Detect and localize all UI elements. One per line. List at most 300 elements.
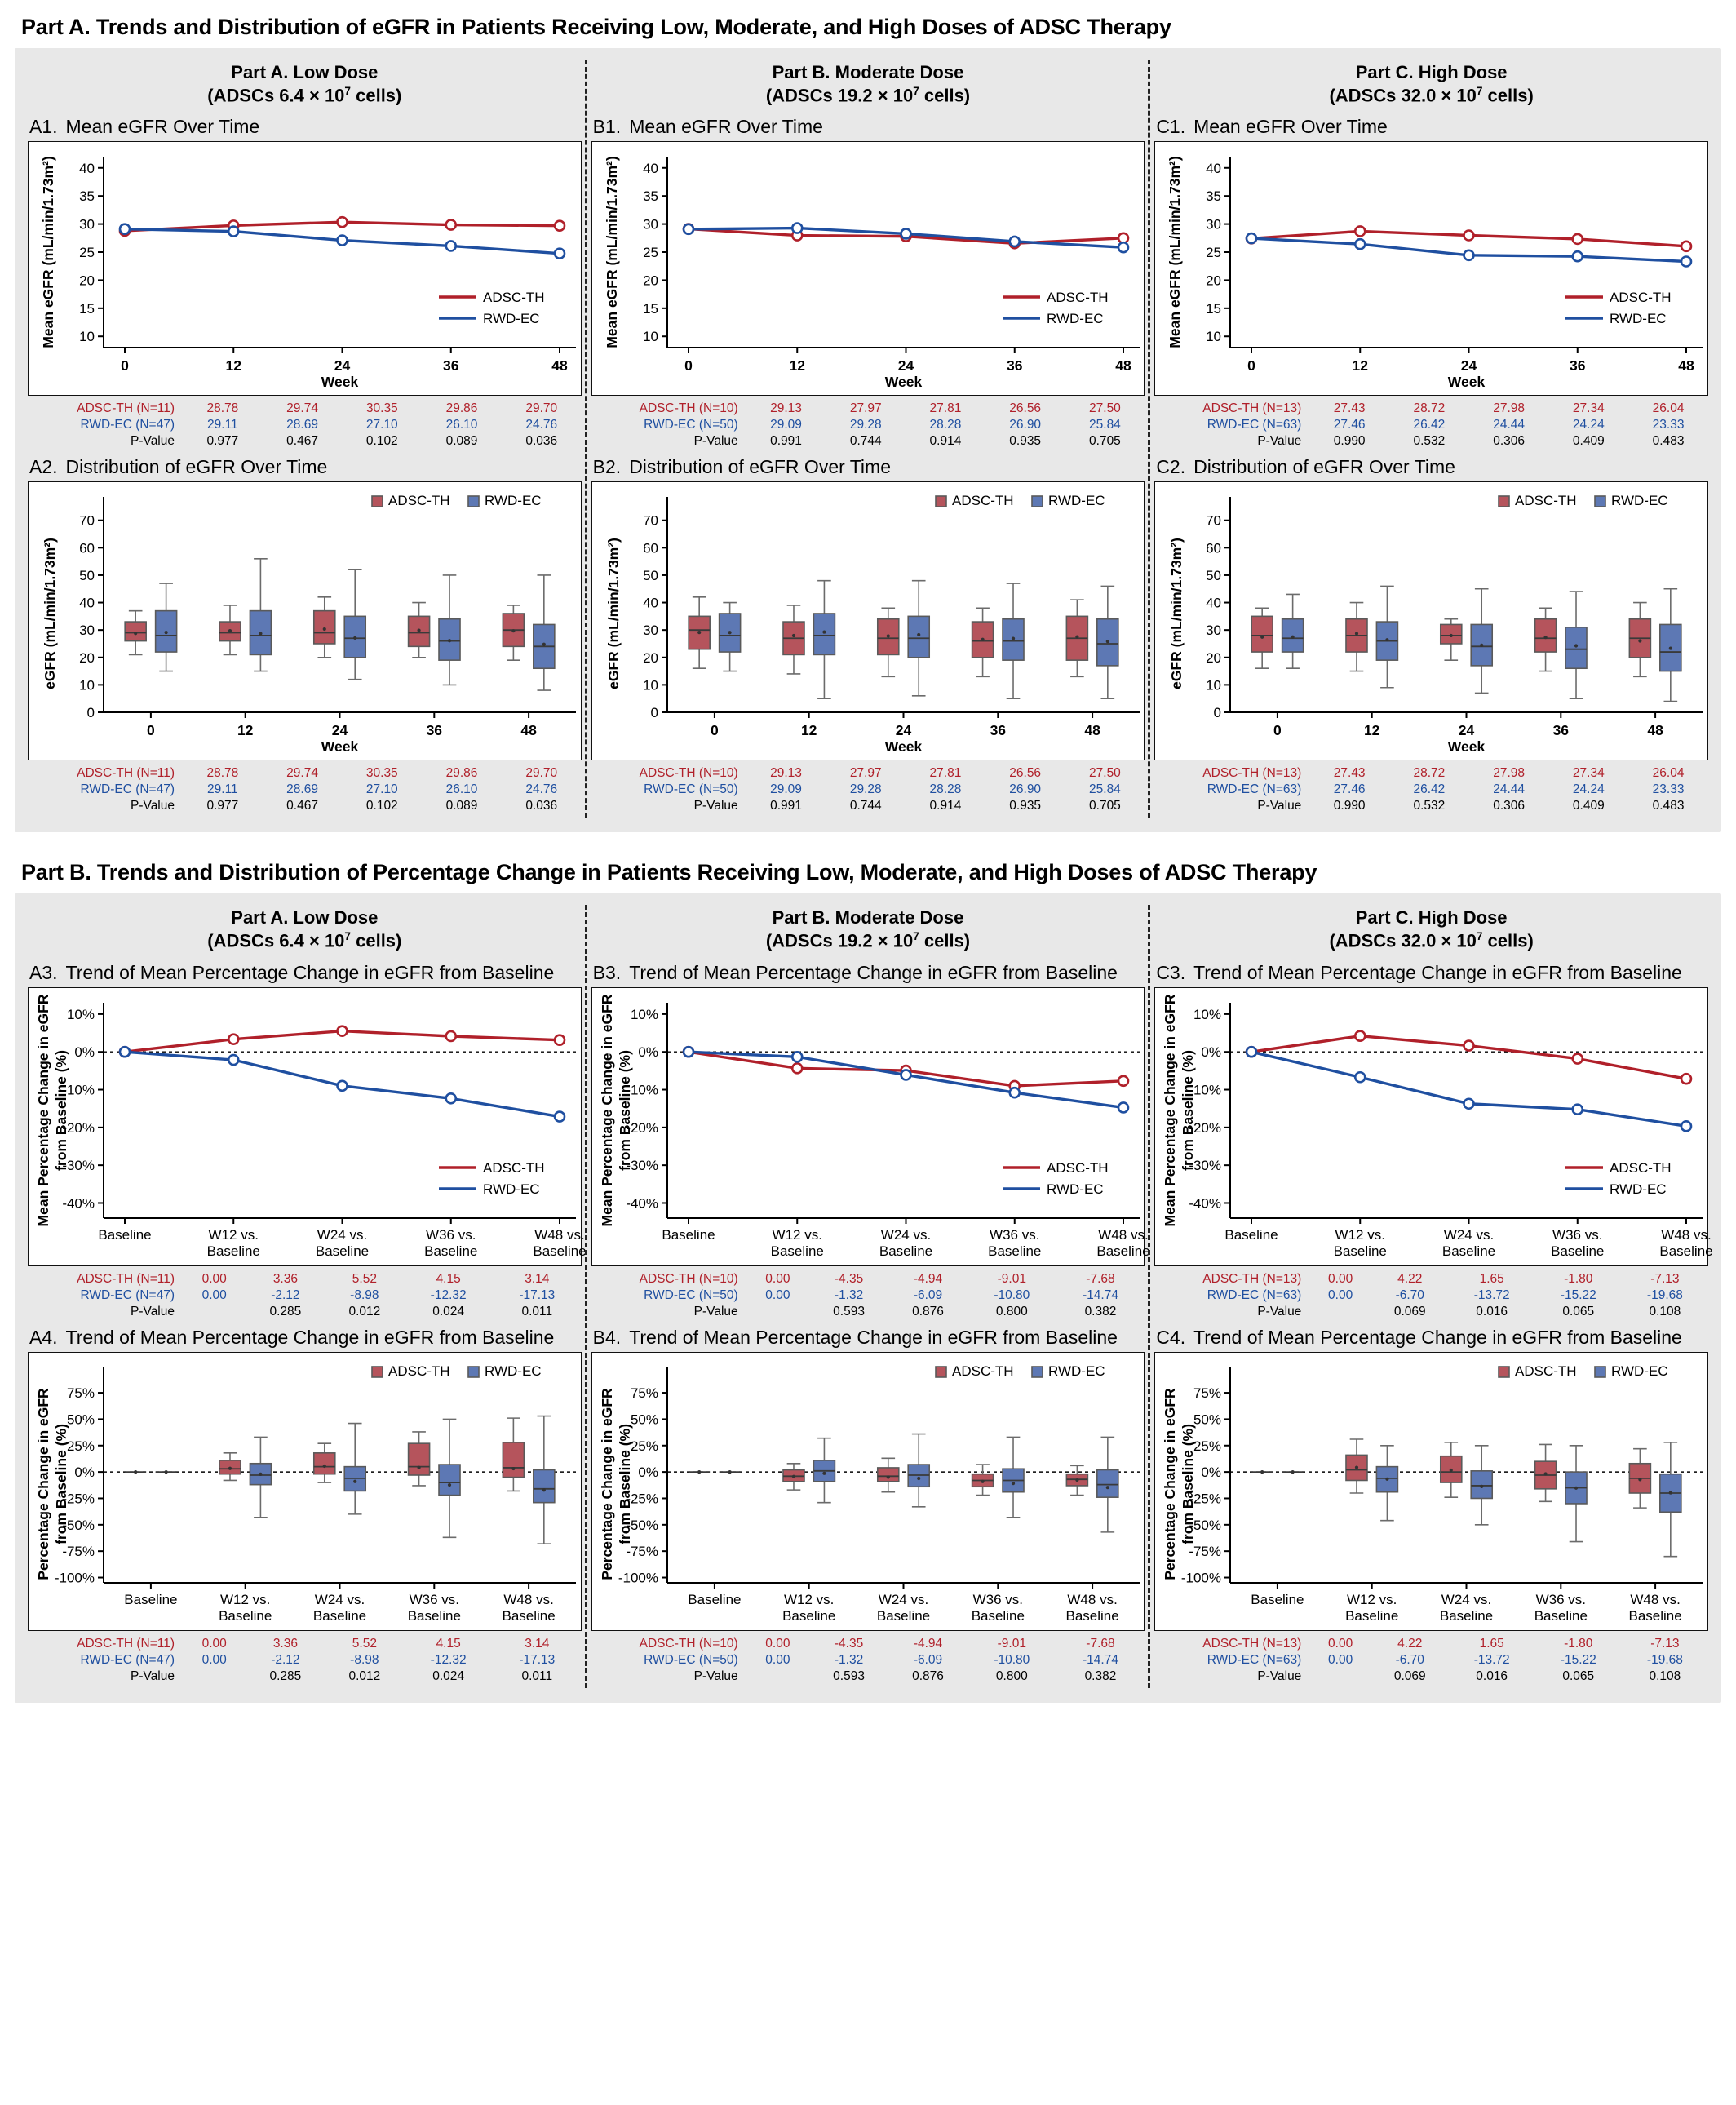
stats-table — [591, 765, 1145, 814]
stats-value: 24.24 — [1572, 782, 1605, 797]
table-row — [28, 1652, 582, 1668]
svg-text:-50%: -50% — [62, 1517, 95, 1533]
svg-text:20: 20 — [1206, 273, 1222, 289]
column-moderate-dose — [587, 56, 1150, 821]
stats-value: 0.306 — [1493, 799, 1525, 813]
svg-text:30: 30 — [79, 623, 95, 639]
svg-text:50: 50 — [1206, 568, 1222, 584]
svg-text:-100%: -100% — [54, 1570, 95, 1586]
stats-table — [28, 401, 582, 450]
stats-value: 5.52 — [352, 1271, 377, 1286]
stats-value: 0.977 — [206, 799, 239, 813]
stats-value: 0.00 — [202, 1271, 227, 1286]
svg-text:-30%: -30% — [62, 1157, 95, 1173]
stats-value: 0.069 — [1393, 1304, 1426, 1318]
svg-text:36: 36 — [1570, 357, 1586, 374]
svg-text:Baseline: Baseline — [124, 1591, 178, 1607]
stats-value: -1.32 — [834, 1287, 864, 1302]
stats-value: 25.84 — [1089, 782, 1121, 797]
stats-value: -17.13 — [519, 1287, 556, 1302]
stats-label-rwd: RWD-EC (N=63) — [1207, 782, 1302, 797]
stats-value: 0.990 — [1333, 799, 1366, 813]
stats-value: 27.34 — [1572, 401, 1605, 416]
part-b-columns — [23, 902, 1713, 1691]
stats-value: 27.10 — [365, 782, 398, 797]
box-chart-B2 — [599, 487, 1151, 756]
svg-text:0%: 0% — [1201, 1044, 1222, 1060]
line-chart-A3 — [35, 993, 587, 1262]
svg-text:Baseline: Baseline — [876, 1607, 930, 1624]
stats-value: 3.36 — [272, 1636, 298, 1651]
stats-value: 27.97 — [849, 401, 882, 416]
stats-value: -6.70 — [1395, 1287, 1424, 1302]
svg-text:from Baseline (%): from Baseline (%) — [1180, 1423, 1197, 1544]
table-row — [1154, 782, 1708, 798]
svg-text:W24 vs.: W24 vs. — [878, 1591, 928, 1607]
table-row — [1154, 1668, 1708, 1685]
svg-text:Baseline: Baseline — [315, 1243, 370, 1259]
box-chart-B4 — [599, 1358, 1151, 1627]
svg-text:Baseline: Baseline — [533, 1243, 587, 1259]
stats-value: -6.70 — [1395, 1652, 1424, 1667]
svg-text:ADSC-TH: ADSC-TH — [951, 1363, 1014, 1379]
stats-value: 29.70 — [525, 401, 558, 416]
stats-value — [746, 1304, 809, 1320]
stats-value: 27.46 — [1333, 418, 1366, 432]
stats-value: 0.036 — [525, 799, 558, 813]
svg-text:75%: 75% — [1194, 1385, 1222, 1401]
stats-value: -1.80 — [1564, 1636, 1593, 1651]
svg-text:Baseline: Baseline — [687, 1591, 742, 1607]
stats-value: -12.32 — [430, 1652, 467, 1667]
svg-text:-25%: -25% — [62, 1491, 95, 1507]
svg-text:-50%: -50% — [1189, 1517, 1222, 1533]
table-row — [1154, 798, 1708, 814]
stats-label-adsc: ADSC-TH (N=13) — [1202, 401, 1302, 416]
stats-table — [1154, 1271, 1708, 1320]
stats-label-pvalue: P-Value — [693, 1668, 738, 1683]
stats-value: 27.10 — [365, 418, 398, 432]
table-row — [591, 1636, 1145, 1652]
svg-text:0: 0 — [1273, 722, 1282, 739]
svg-text:ADSC-TH: ADSC-TH — [1046, 1159, 1109, 1176]
svg-text:48: 48 — [1114, 357, 1132, 374]
svg-text:20: 20 — [642, 273, 658, 289]
svg-text:0: 0 — [650, 705, 658, 721]
column-header-low: Part A. Low Dose (ADSCs $6.4 \times 10^7$ cells) — [207, 62, 402, 105]
svg-text:Week: Week — [1448, 738, 1486, 756]
svg-text:24: 24 — [897, 357, 914, 374]
stats-value: 0.00 — [202, 1287, 227, 1302]
svg-text:-100%: -100% — [1181, 1570, 1222, 1586]
stats-value: 29.86 — [445, 766, 478, 781]
stats-label-rwd: RWD-EC (N=47) — [80, 1287, 175, 1302]
table-row — [28, 1668, 582, 1685]
svg-text:W48 vs.: W48 vs. — [503, 1591, 554, 1607]
svg-text:25: 25 — [79, 245, 95, 261]
plot-c3 — [1154, 987, 1713, 1266]
panel-label-b1: B1. Mean eGFR Over Time — [592, 116, 823, 138]
stats-c2 — [1154, 765, 1708, 814]
svg-text:ADSC-TH: ADSC-TH — [388, 493, 450, 509]
svg-text:ADSC-TH: ADSC-TH — [388, 1363, 450, 1379]
table-row — [28, 401, 582, 417]
stats-value: 24.44 — [1493, 418, 1525, 432]
panel-label-c3: C3. Trend of Mean Percentage Change in eGFR from Baseline — [1156, 961, 1682, 983]
svg-text:Baseline: Baseline — [206, 1243, 260, 1259]
stats-value: -8.98 — [350, 1287, 379, 1302]
stats-a2 — [28, 765, 582, 814]
svg-text:from Baseline (%): from Baseline (%) — [53, 1049, 69, 1171]
svg-text:W12 vs.: W12 vs. — [783, 1591, 835, 1607]
svg-text:0%: 0% — [1201, 1464, 1222, 1480]
svg-text:Baseline: Baseline — [971, 1607, 1025, 1624]
svg-text:W48 vs.: W48 vs. — [1630, 1591, 1681, 1607]
plot-a1 — [28, 141, 582, 396]
svg-text:ADSC-TH: ADSC-TH — [1046, 290, 1109, 306]
table-row — [28, 1636, 582, 1652]
svg-text:10: 10 — [79, 677, 95, 694]
stats-label-rwd: RWD-EC (N=50) — [644, 418, 738, 432]
stats-value: 0.800 — [995, 1304, 1028, 1318]
svg-text:-25%: -25% — [625, 1491, 658, 1507]
stats-value: 28.72 — [1413, 766, 1446, 781]
stats-value: 28.69 — [286, 782, 318, 797]
svg-text:0%: 0% — [74, 1044, 95, 1060]
stats-value: 28.78 — [206, 766, 239, 781]
svg-text:W36 vs.: W36 vs. — [1552, 1226, 1603, 1243]
svg-text:Baseline: Baseline — [1333, 1243, 1388, 1259]
stats-table — [591, 401, 1145, 450]
stats-value: 4.15 — [436, 1271, 461, 1286]
stats-value: 0.705 — [1089, 799, 1121, 813]
svg-text:60: 60 — [79, 540, 95, 556]
svg-text:20: 20 — [79, 650, 95, 667]
stats-value: 26.56 — [1009, 766, 1042, 781]
svg-text:Baseline: Baseline — [312, 1607, 367, 1624]
svg-text:Percentage Change in eGFR: Percentage Change in eGFR — [35, 1387, 51, 1580]
column-high-dose — [1149, 56, 1713, 821]
stats-label-adsc: ADSC-TH (N=11) — [77, 766, 175, 781]
stats-value: 24.76 — [525, 418, 558, 432]
stats-value: 0.914 — [929, 434, 962, 449]
stats-value: 0.016 — [1476, 1668, 1508, 1683]
svg-text:RWD-EC: RWD-EC — [1047, 493, 1105, 509]
svg-text:-75%: -75% — [62, 1543, 95, 1559]
stats-value: -4.35 — [834, 1636, 864, 1651]
stats-value: 0.409 — [1572, 799, 1605, 813]
stats-value: 29.74 — [286, 401, 318, 416]
svg-text:-10%: -10% — [1189, 1082, 1222, 1098]
svg-text:10: 10 — [642, 329, 658, 345]
svg-text:ADSC-TH: ADSC-TH — [1610, 290, 1672, 306]
stats-value: 0.483 — [1652, 799, 1685, 813]
stats-value: 29.09 — [770, 782, 802, 797]
svg-text:-75%: -75% — [1189, 1543, 1222, 1559]
stats-value: 29.11 — [207, 418, 238, 432]
box-chart-C2 — [1162, 487, 1714, 756]
table-row — [1154, 1287, 1708, 1304]
stats-value: 27.50 — [1089, 401, 1121, 416]
part-a-title: Part A. Trends and Distribution of eGFR in Patients Receiving Low, Moderate, and High Doses of ADSC Therapy — [21, 15, 1171, 39]
svg-text:W36 vs.: W36 vs. — [1535, 1591, 1587, 1607]
svg-text:12: 12 — [1364, 722, 1380, 739]
stats-value: 1.65 — [1479, 1636, 1504, 1651]
svg-text:12: 12 — [800, 722, 817, 739]
svg-text:30: 30 — [642, 623, 658, 639]
box-chart-C4 — [1162, 1358, 1714, 1627]
stats-value: 0.036 — [525, 434, 558, 449]
stats-value: 0.800 — [995, 1668, 1028, 1683]
stats-value: 29.28 — [849, 782, 882, 797]
svg-text:40: 40 — [1206, 595, 1222, 611]
stats-c4 — [1154, 1636, 1708, 1685]
stats-value: 30.35 — [365, 401, 398, 416]
table-row — [28, 765, 582, 782]
svg-text:Baseline: Baseline — [1224, 1226, 1278, 1243]
panel-label-b3: B3. Trend of Mean Percentage Change in eGFR from Baseline — [592, 961, 1118, 983]
svg-text:12: 12 — [225, 357, 241, 374]
svg-text:-40%: -40% — [625, 1195, 658, 1212]
table-row — [1154, 1271, 1708, 1287]
table-row — [28, 1271, 582, 1287]
svg-text:40: 40 — [1206, 161, 1222, 177]
stats-value: 0.024 — [432, 1304, 465, 1318]
stats-value: -19.68 — [1646, 1652, 1683, 1667]
stats-value: -8.98 — [350, 1652, 379, 1667]
table-row — [591, 1304, 1145, 1320]
svg-text:10: 10 — [1206, 677, 1222, 694]
svg-text:RWD-EC: RWD-EC — [483, 311, 540, 327]
svg-text:Week: Week — [321, 738, 359, 756]
svg-text:Week: Week — [884, 374, 922, 391]
stats-value: 5.52 — [352, 1636, 377, 1651]
column-header-moderate: Part B. Moderate Dose (ADSCs $19.2 \times 10^7$ cells) — [765, 62, 971, 105]
table-row — [1154, 1304, 1708, 1320]
column-low-dose — [23, 56, 587, 821]
table-row — [1154, 417, 1708, 433]
svg-text:24: 24 — [895, 722, 911, 739]
svg-text:Mean eGFR (mL/min/1.73m²): Mean eGFR (mL/min/1.73m²) — [603, 156, 620, 348]
svg-text:W48 vs.: W48 vs. — [1097, 1226, 1149, 1243]
stats-value: 26.42 — [1413, 418, 1446, 432]
stats-label-adsc: ADSC-TH (N=13) — [1202, 1636, 1302, 1651]
table-row — [28, 1304, 582, 1320]
stats-value: 0.876 — [912, 1668, 944, 1683]
table-row — [591, 1652, 1145, 1668]
svg-text:-30%: -30% — [625, 1157, 658, 1173]
stats-value: 0.991 — [770, 434, 802, 449]
svg-text:-10%: -10% — [625, 1082, 658, 1098]
svg-text:50: 50 — [79, 568, 95, 584]
stats-value: 0.00 — [765, 1271, 790, 1286]
svg-text:20: 20 — [642, 650, 658, 667]
stats-value: 0.00 — [1328, 1271, 1353, 1286]
svg-text:Baseline: Baseline — [1659, 1243, 1713, 1259]
panel-label-b2: B2. Distribution of eGFR Over Time — [592, 456, 891, 478]
table-row — [591, 765, 1145, 782]
stats-value: 26.90 — [1009, 782, 1042, 797]
line-chart-C1 — [1162, 147, 1714, 392]
stats-value: -7.13 — [1650, 1271, 1680, 1286]
svg-text:Baseline: Baseline — [879, 1243, 932, 1259]
stats-value: 29.09 — [770, 418, 802, 432]
svg-text:25: 25 — [1206, 245, 1222, 261]
stats-label-pvalue: P-Value — [693, 434, 738, 449]
svg-text:0: 0 — [86, 705, 95, 721]
line-chart-B3 — [599, 993, 1151, 1262]
svg-text:RWD-EC: RWD-EC — [1611, 493, 1668, 509]
stats-label-adsc: ADSC-TH (N=10) — [639, 766, 738, 781]
stats-value: 26.10 — [445, 418, 478, 432]
stats-value: -2.12 — [271, 1652, 300, 1667]
svg-text:Baseline: Baseline — [1065, 1607, 1119, 1624]
stats-value: 0.00 — [1328, 1652, 1353, 1667]
svg-text:50%: 50% — [66, 1411, 95, 1428]
svg-text:15: 15 — [642, 301, 658, 317]
stats-value: -19.68 — [1646, 1287, 1683, 1302]
stats-value: 24.24 — [1572, 418, 1605, 432]
svg-text:Baseline: Baseline — [770, 1243, 824, 1259]
svg-text:Baseline: Baseline — [1440, 1607, 1494, 1624]
svg-text:0%: 0% — [638, 1464, 658, 1480]
svg-text:60: 60 — [1206, 540, 1222, 556]
stats-value: -14.74 — [1082, 1287, 1118, 1302]
column-header-high-pct: Part C. High Dose (ADSCs $32.0 \times 10^7$ cells) — [1329, 907, 1534, 951]
svg-text:24: 24 — [1461, 357, 1477, 374]
stats-b3 — [591, 1271, 1145, 1320]
line-chart-A1 — [35, 147, 587, 392]
svg-text:Baseline: Baseline — [1442, 1243, 1496, 1259]
svg-text:24: 24 — [331, 722, 348, 739]
svg-text:30: 30 — [79, 216, 95, 233]
svg-text:60: 60 — [642, 540, 658, 556]
svg-text:-20%: -20% — [1189, 1119, 1222, 1136]
stats-value: 27.34 — [1572, 766, 1605, 781]
stats-value: 0.065 — [1562, 1304, 1595, 1318]
stats-label-adsc: ADSC-TH (N=13) — [1202, 766, 1302, 781]
stats-b1 — [591, 401, 1145, 450]
stats-value: -7.68 — [1086, 1636, 1115, 1651]
column-high-dose-pct — [1149, 902, 1713, 1691]
svg-text:25%: 25% — [630, 1438, 658, 1454]
stats-value: 0.593 — [833, 1304, 865, 1318]
stats-value: 0.382 — [1084, 1304, 1117, 1318]
stats-label-pvalue: P-Value — [131, 434, 175, 449]
svg-text:eGFR (mL/min/1.73m²): eGFR (mL/min/1.73m²) — [1168, 538, 1185, 690]
stats-value: 26.10 — [445, 782, 478, 797]
part-a-block — [15, 48, 1721, 832]
stats-value: 24.76 — [525, 782, 558, 797]
plot-a2 — [28, 481, 582, 760]
plot-a4 — [28, 1352, 582, 1631]
stats-label-pvalue: P-Value — [1257, 1668, 1302, 1683]
stats-label-adsc: ADSC-TH (N=11) — [77, 401, 175, 416]
svg-text:Baseline: Baseline — [1251, 1591, 1304, 1607]
plot-b1 — [591, 141, 1145, 396]
column-header-high: Part C. High Dose (ADSCs $32.0 \times 10^7$ cells) — [1329, 62, 1534, 105]
stats-label-rwd: RWD-EC (N=50) — [644, 782, 738, 797]
stats-label-rwd: RWD-EC (N=50) — [644, 1287, 738, 1302]
stats-value — [1309, 1304, 1371, 1320]
stats-value: 0.705 — [1089, 434, 1121, 449]
stats-label-pvalue: P-Value — [1257, 1304, 1302, 1318]
stats-value: -7.13 — [1650, 1636, 1680, 1651]
stats-value: -6.09 — [913, 1287, 943, 1302]
stats-value — [746, 1668, 809, 1685]
stats-value: 29.86 — [445, 401, 478, 416]
svg-text:Percentage Change in eGFR: Percentage Change in eGFR — [598, 1387, 615, 1580]
svg-text:ADSC-TH: ADSC-TH — [951, 493, 1014, 509]
stats-value: 4.22 — [1397, 1271, 1423, 1286]
stats-value: 0.102 — [365, 434, 398, 449]
column-header-moderate-pct: Part B. Moderate Dose (ADSCs $19.2 \times 10^7$ cells) — [765, 907, 971, 951]
svg-text:W12 vs.: W12 vs. — [219, 1591, 271, 1607]
stats-value: 27.98 — [1493, 401, 1525, 416]
svg-text:48: 48 — [520, 722, 537, 739]
svg-text:ADSC-TH: ADSC-TH — [483, 1159, 545, 1176]
svg-text:35: 35 — [79, 188, 95, 205]
stats-value: -15.22 — [1560, 1652, 1596, 1667]
svg-text:50%: 50% — [1194, 1411, 1222, 1428]
svg-text:40: 40 — [642, 161, 658, 177]
stats-value: 26.04 — [1652, 766, 1685, 781]
stats-a3 — [28, 1271, 582, 1320]
svg-text:-20%: -20% — [625, 1119, 658, 1136]
stats-value: -2.12 — [271, 1287, 300, 1302]
svg-text:50%: 50% — [630, 1411, 658, 1428]
stats-value: 0.990 — [1333, 434, 1366, 449]
stats-label-rwd: RWD-EC (N=50) — [644, 1652, 738, 1667]
stats-c3 — [1154, 1271, 1708, 1320]
svg-text:48: 48 — [551, 357, 568, 374]
stats-table — [591, 1271, 1145, 1320]
svg-text:-10%: -10% — [62, 1082, 95, 1098]
svg-text:-25%: -25% — [1189, 1491, 1222, 1507]
table-row — [28, 1287, 582, 1304]
stats-value: 27.97 — [849, 766, 882, 781]
svg-text:Percentage Change in eGFR: Percentage Change in eGFR — [1162, 1387, 1179, 1580]
svg-text:50: 50 — [642, 568, 658, 584]
stats-value: 0.00 — [765, 1287, 790, 1302]
stats-value: 0.00 — [202, 1652, 227, 1667]
stats-value: 0.467 — [286, 434, 318, 449]
svg-text:W24 vs.: W24 vs. — [314, 1591, 365, 1607]
svg-text:10: 10 — [1206, 329, 1222, 345]
svg-text:W12 vs.: W12 vs. — [1335, 1226, 1386, 1243]
svg-text:from Baseline (%): from Baseline (%) — [1180, 1049, 1197, 1171]
plot-c1 — [1154, 141, 1708, 396]
stats-value: 0.382 — [1084, 1668, 1117, 1683]
svg-text:36: 36 — [443, 357, 459, 374]
stats-value: -14.74 — [1082, 1652, 1118, 1667]
panel-label-b4: B4. Trend of Mean Percentage Change in eGFR from Baseline — [592, 1326, 1118, 1348]
stats-table — [1154, 401, 1708, 450]
stats-value: 4.22 — [1397, 1636, 1423, 1651]
column-moderate-dose-pct — [587, 902, 1150, 1691]
svg-text:75%: 75% — [630, 1385, 658, 1401]
stats-value: 29.70 — [525, 766, 558, 781]
stats-value: 0.935 — [1009, 799, 1042, 813]
stats-value: 28.72 — [1413, 401, 1446, 416]
svg-text:-40%: -40% — [1189, 1195, 1222, 1212]
stats-table — [1154, 765, 1708, 814]
stats-value: 0.089 — [445, 799, 478, 813]
stats-b2 — [591, 765, 1145, 814]
stats-table — [28, 765, 582, 814]
stats-value: 29.13 — [770, 401, 802, 416]
stats-value: -12.32 — [430, 1287, 467, 1302]
